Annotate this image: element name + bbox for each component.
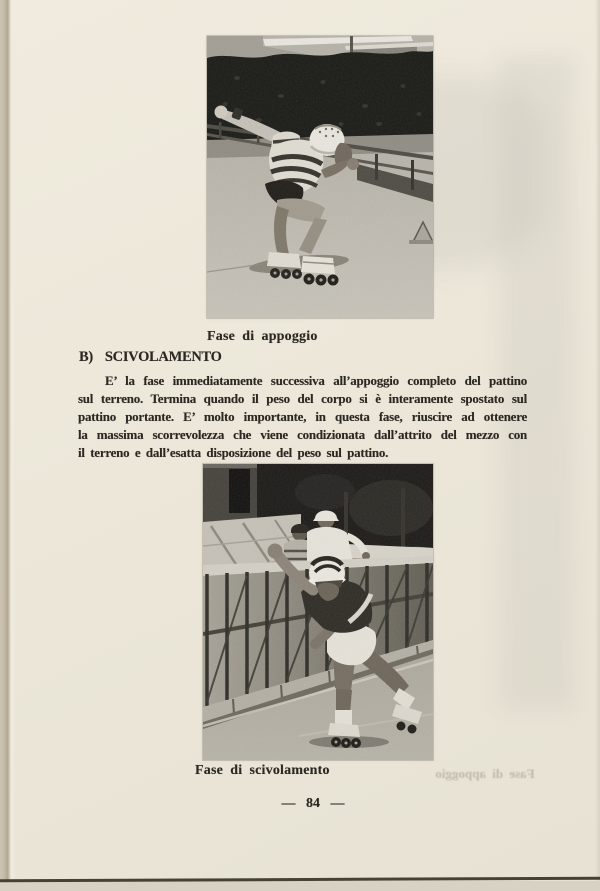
- show-through-ghost-caption: Fase di appoggio: [435, 766, 535, 781]
- paragraph-line: sul terreno. Termina quando il peso del corpo si è interamente spostato sul: [78, 391, 527, 406]
- figure-support-phase: [207, 36, 433, 318]
- section-letter: B): [79, 349, 93, 365]
- paragraph-line: pattino portante. E’ molto importante, in questa fase, riuscire ad ottenere: [78, 409, 527, 424]
- page-right-edge: [595, 0, 600, 891]
- photo-gliding-phase-illustration: [203, 464, 433, 760]
- section-body: [78, 372, 527, 462]
- section-heading: [79, 349, 222, 366]
- film-grain: [203, 464, 433, 760]
- figure-caption: Fase di scivolamento: [195, 763, 330, 778]
- page-spine-edge: [0, 0, 16, 891]
- film-grain: [207, 36, 433, 318]
- paragraph-line: E’ la fase immediatamente successiva all’appoggio completo del pattino: [105, 373, 527, 388]
- page-number: — 84 —: [281, 796, 345, 811]
- section-title: SCIVOLAMENTO: [104, 349, 222, 365]
- figure-gliding-phase: [203, 464, 433, 760]
- figure-caption: Fase di appoggio: [207, 329, 318, 344]
- page-bottom-edge: [0, 881, 600, 891]
- paragraph-line: la massima scorrevolezza che viene condizionata dall’attrito del mezzo con: [78, 427, 527, 442]
- photo-support-phase-illustration: [207, 36, 433, 318]
- paragraph-line: il terreno e dall’esatta disposizione del peso sul pattino.: [78, 445, 389, 460]
